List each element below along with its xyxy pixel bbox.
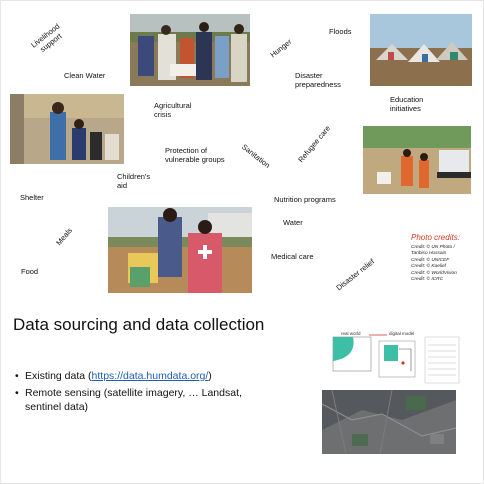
word-food: Food — [21, 267, 39, 276]
photo-clean-water — [10, 94, 124, 164]
word-education-initiatives: Education initiatives — [390, 95, 424, 113]
word-water: Water — [283, 218, 303, 227]
bullet1-suffix: ) — [208, 370, 212, 382]
word-protection-vulnerable: Protection of vulnerable groups — [165, 146, 225, 164]
word-hunger: Hunger — [268, 37, 294, 60]
word-disaster-relief: Disaster relief — [334, 256, 377, 293]
word-clean-water: Clean Water — [64, 71, 106, 80]
word-childrens-aid: Children's aid — [117, 172, 151, 190]
word-floods: Floods — [329, 27, 352, 36]
word-livelihood-support: Livelihood support — [29, 21, 64, 54]
credit-line: Tanbiso Hussain — [411, 251, 447, 257]
humdata-link[interactable]: https://data.humdata.org/ — [91, 370, 209, 382]
credit-line: Credit: © WorldVision — [411, 270, 457, 276]
credit-line: Credit: © UNICEF — [411, 257, 450, 263]
bullet-remote-sensing: • Remote sensing (satellite imagery, … Landsat, sentinel data) — [15, 386, 265, 414]
digital-model-label: digital model — [389, 331, 415, 336]
credit-line: Credit: © ICRC — [411, 277, 444, 283]
word-refugee-care: Refugee care — [296, 123, 333, 165]
word-agricultural-crisis: Agricultural crisis — [154, 101, 192, 119]
bullet-list — [15, 369, 265, 418]
word-disaster-preparedness: Disaster preparedness — [295, 71, 341, 89]
photo-aid-distribution — [130, 14, 250, 86]
photo-refugee-care — [363, 126, 471, 194]
photo-credits — [411, 233, 460, 284]
credit-line: Credit: © UN Photo / — [411, 244, 455, 250]
section-title: Data sourcing and data collection — [13, 315, 265, 334]
word-shelter: Shelter — [20, 193, 44, 202]
word-meals: Meals — [54, 226, 74, 248]
real-world-label: real world — [341, 331, 361, 336]
word-medical-care: Medical care — [271, 252, 314, 261]
real-vs-digital-diagram — [331, 327, 467, 387]
photo-credits-title: Photo credits: — [411, 233, 460, 242]
photo-flood-shelters — [370, 14, 472, 86]
satellite-image — [322, 390, 456, 454]
credit-line: Credit: © Kaelief — [411, 264, 446, 270]
bullet1-prefix: Existing data ( — [25, 370, 92, 382]
bullet-existing-data — [15, 369, 265, 383]
photo-medical-care — [108, 207, 252, 293]
word-nutrition-programs: Nutrition programs — [274, 195, 336, 204]
word-sanitation: Sanitation — [240, 142, 272, 170]
